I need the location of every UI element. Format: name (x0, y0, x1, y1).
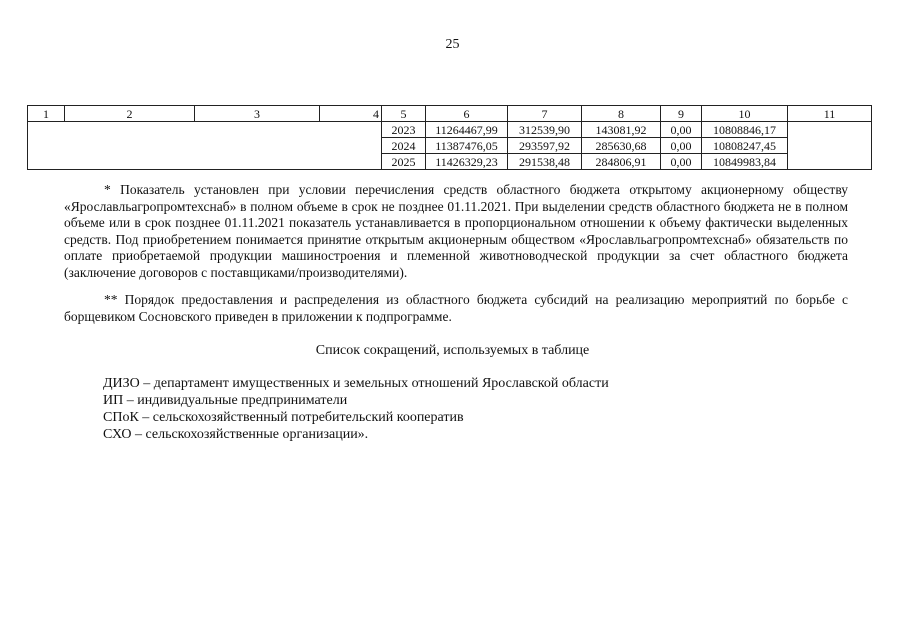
table-header-cell: 11 (788, 106, 872, 122)
table-header-cell: 3 (195, 106, 320, 122)
empty-cell (788, 122, 872, 170)
abbreviations-list (103, 375, 609, 443)
table-row (28, 122, 872, 138)
year-cell: 2023 (382, 122, 426, 138)
merged-empty-cell (28, 122, 382, 170)
abbreviations-title: Список сокращений, используемых в таблице (315, 343, 590, 358)
table-header-cell: 8 (582, 106, 661, 122)
table-cell: 143081,92 (582, 122, 661, 138)
year-cell: 2024 (382, 138, 426, 154)
abbreviation-item: СХО – сельскохозяйственные организации». (103, 427, 369, 442)
footnote-single-asterisk: * Показатель установлен при условии перечисления средств областного бюджета открытому акционерному обществу «Ярославльагропромтехснаб» в полном объеме в срок не позднее 01.11.2021. При выделении средств областного бюджета не в полном объеме или в срок позднее 01.11.2021 показатель устанавливается в пропорциональном отношении к объему фактически выделенных средств. Под приобретением понимается принятие открытым акционерным обществом «Ярославльагропромтехснаб» обязательств по оплате приобретаемой продукции машиностроения и племенной животноводческой продукции за счет областного бюджета (заключение договоров с поставщиками/производителями). (64, 182, 848, 280)
table-header-cell: 9 (661, 106, 702, 122)
table-cell: 293597,92 (508, 138, 582, 154)
abbreviation-item: ДИЗО – департамент имущественных и земельных отношений Ярославской области (103, 376, 609, 391)
table-cell: 285630,68 (582, 138, 661, 154)
table-cell: 10849983,84 (702, 154, 788, 170)
table-header-row (28, 106, 872, 122)
table-header-cell: 4 (320, 106, 382, 122)
table-cell: 11264467,99 (426, 122, 508, 138)
table-cell: 312539,90 (508, 122, 582, 138)
abbreviation-item: СПоК – сельскохозяйственный потребительский кооператив (103, 410, 464, 425)
table-header-cell: 1 (28, 106, 65, 122)
table-header-cell: 6 (426, 106, 508, 122)
table-cell: 10808846,17 (702, 122, 788, 138)
table-cell: 284806,91 (582, 154, 661, 170)
footnote-double-asterisk: ** Порядок предоставления и распределения из областного бюджета субсидий на реализацию мероприятий по борьбе с борщевиком Сосновского приведен в приложении к подпрограмме. (64, 292, 848, 324)
table-cell: 10808247,45 (702, 138, 788, 154)
table-cell: 11426329,23 (426, 154, 508, 170)
abbreviation-item: ИП – индивидуальные предприниматели (103, 393, 348, 408)
page-number: 25 (445, 37, 460, 52)
table-header-cell: 7 (508, 106, 582, 122)
data-table (27, 105, 872, 170)
table-cell: 0,00 (661, 138, 702, 154)
table-header-cell: 10 (702, 106, 788, 122)
table-cell: 0,00 (661, 122, 702, 138)
table-cell: 11387476,05 (426, 138, 508, 154)
table-cell: 0,00 (661, 154, 702, 170)
table-header-cell: 2 (65, 106, 195, 122)
table-cell: 291538,48 (508, 154, 582, 170)
table-header-cell: 5 (382, 106, 426, 122)
year-cell: 2025 (382, 154, 426, 170)
